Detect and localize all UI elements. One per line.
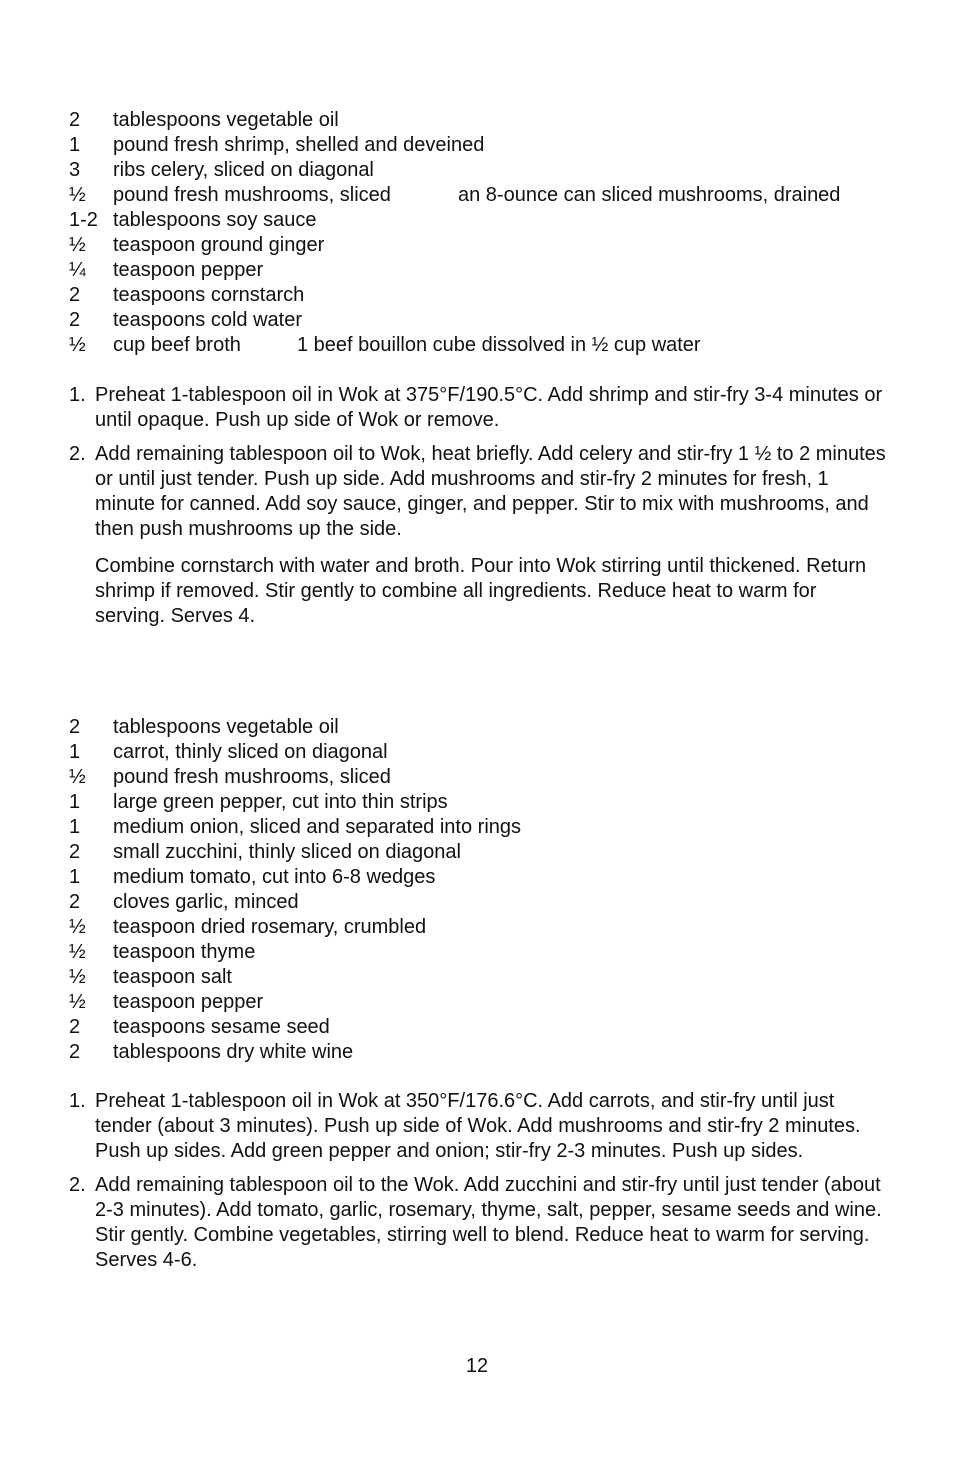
ingredient-row [69,765,521,790]
ingredient-quantity: ¼ [69,259,86,281]
step-number: 1. [69,1090,86,1112]
ingredient-row [69,208,484,233]
ingredient-text: tablespoons vegetable oil [113,109,339,131]
ingredient-row [69,990,521,1015]
step-number: 2. [69,1174,86,1196]
ingredient-alternative: 1 beef bouillon cube dissolved in ½ cup water [297,334,701,356]
ingredient-quantity: 1-2 [69,209,98,231]
ingredient-text: tablespoons soy sauce [113,209,317,231]
ingredient-row [69,158,484,183]
recipe1-ingredient-list [69,108,841,358]
recipe2-steps [69,1089,889,1282]
ingredient-text: cloves garlic, minced [113,891,299,913]
ingredient-quantity: 2 [69,716,81,738]
ingredient-row [69,283,484,308]
recipe1-steps [69,383,889,638]
ingredient-row [69,308,484,333]
ingredient-text: pound fresh mushrooms, sliced [113,184,391,206]
ingredient-quantity: 3 [69,159,81,181]
ingredient-row [69,258,484,283]
ingredient-row [69,815,521,840]
ingredient-quantity: ½ [69,966,86,988]
ingredient-quantity: 2 [69,309,81,331]
step-text: Preheat 1-tablespoon oil in Wok at 375°F/190.5°C. Add shrimp and stir-fry 3-4 minutes or until opaque. Push up side of Wok or remove. [95,384,883,431]
ingredient-quantity: ½ [69,991,86,1013]
ingredient-row [69,790,521,815]
step-item [69,1089,889,1164]
ingredient-quantity: ½ [69,334,86,356]
ingredient-quantity: ½ [69,941,86,963]
ingredient-text: teaspoon salt [113,966,232,988]
ingredient-text: pound fresh mushrooms, sliced [113,766,391,788]
ingredient-text: small zucchini, thinly sliced on diagonal [113,841,461,863]
step-text: Add remaining tablespoon oil to Wok, heat briefly. Add celery and stir-fry 1 ½ to 2 minutes or until just tender. Push up side. Add mushrooms and stir-fry 2 minutes for fresh, 1 minute for canned. Add soy sauce, ginger, and pepper. Stir to mix with mushrooms, and then push mushrooms up the side. [95,443,886,540]
ingredient-text: tablespoons vegetable oil [113,716,339,738]
ingredient-row [69,1015,521,1040]
ingredient-row [69,915,521,940]
ingredient-quantity: ½ [69,766,86,788]
ingredient-text: teaspoons sesame seed [113,1016,330,1038]
ingredient-text: medium tomato, cut into 6-8 wedges [113,866,436,888]
ingredient-quantity: 1 [69,741,81,763]
ingredient-text: teaspoon dried rosemary, crumbled [113,916,427,938]
ingredient-quantity: ½ [69,184,86,206]
ingredient-text: teaspoon thyme [113,941,256,963]
ingredient-text: cup beef broth [113,334,241,356]
step-number: 1. [69,384,86,406]
ingredient-quantity: 2 [69,284,81,306]
ingredient-text: medium onion, sliced and separated into rings [113,816,522,838]
ingredient-quantity: 2 [69,841,81,863]
ingredient-row [69,1040,521,1065]
step-item [69,1173,889,1273]
step-text: Preheat 1-tablespoon oil in Wok at 350°F/176.6°C. Add carrots, and stir-fry until just tender (about 3 minutes). Push up side of Wok. Add mushrooms and stir-fry 2 minutes. Push up sides. Add green pepper and onion; stir-fry 2-3 minutes. Push up sides. [95,1090,861,1162]
recipe2-ingredient-list [69,715,521,1065]
ingredient-quantity: 2 [69,891,81,913]
ingredient-alternative: an 8-ounce can sliced mushrooms, drained [458,184,841,206]
ingredient-quantity: 2 [69,109,81,131]
ingredient-quantity: ½ [69,234,86,256]
ingredient-row [69,965,521,990]
ingredient-row [69,108,484,133]
step-text: Add remaining tablespoon oil to the Wok. Add zucchini and stir-fry until just tender (about 2-3 minutes). Add tomato, garlic, rosemary, thyme, salt, pepper, sesame seeds and wine. Stir gently. Combine vegetables, stirring well to blend. Reduce heat to warm for serving. Serves 4-6. [95,1174,882,1271]
ingredient-quantity: 2 [69,1041,81,1063]
ingredient-text: teaspoon pepper [113,259,264,281]
ingredient-row [69,183,841,208]
ingredient-row [69,715,521,740]
ingredient-row [69,233,484,258]
step-number: 2. [69,443,86,465]
ingredient-text: teaspoons cold water [113,309,303,331]
ingredient-text: large green pepper, cut into thin strips [113,791,448,813]
step-item [69,383,889,433]
ingredient-quantity: 1 [69,791,81,813]
ingredient-row [69,940,521,965]
ingredient-text: pound fresh shrimp, shelled and deveined [113,134,485,156]
ingredient-text: teaspoon pepper [113,991,264,1013]
ingredient-row [69,865,521,890]
ingredient-row [69,890,521,915]
ingredient-text: teaspoon ground ginger [113,234,325,256]
ingredient-row [69,840,521,865]
ingredient-text: carrot, thinly sliced on diagonal [113,741,388,763]
ingredient-text: tablespoons dry white wine [113,1041,354,1063]
step-text: Combine cornstarch with water and broth. Pour into Wok stirring until thickened. Return shrimp if removed. Stir gently to combine all ingredients. Reduce heat to warm for serving. Serves 4. [95,555,867,627]
ingredient-quantity: 1 [69,866,81,888]
ingredient-row [69,740,521,765]
ingredient-row [69,133,484,158]
page-number: 12 [465,1355,489,1377]
ingredient-quantity: 1 [69,134,81,156]
ingredient-quantity: ½ [69,916,86,938]
ingredient-text: teaspoons cornstarch [113,284,305,306]
ingredient-quantity: 1 [69,816,81,838]
step-item [69,442,889,629]
ingredient-row [69,333,701,358]
ingredient-quantity: 2 [69,1016,81,1038]
ingredient-text: ribs celery, sliced on diagonal [113,159,374,181]
